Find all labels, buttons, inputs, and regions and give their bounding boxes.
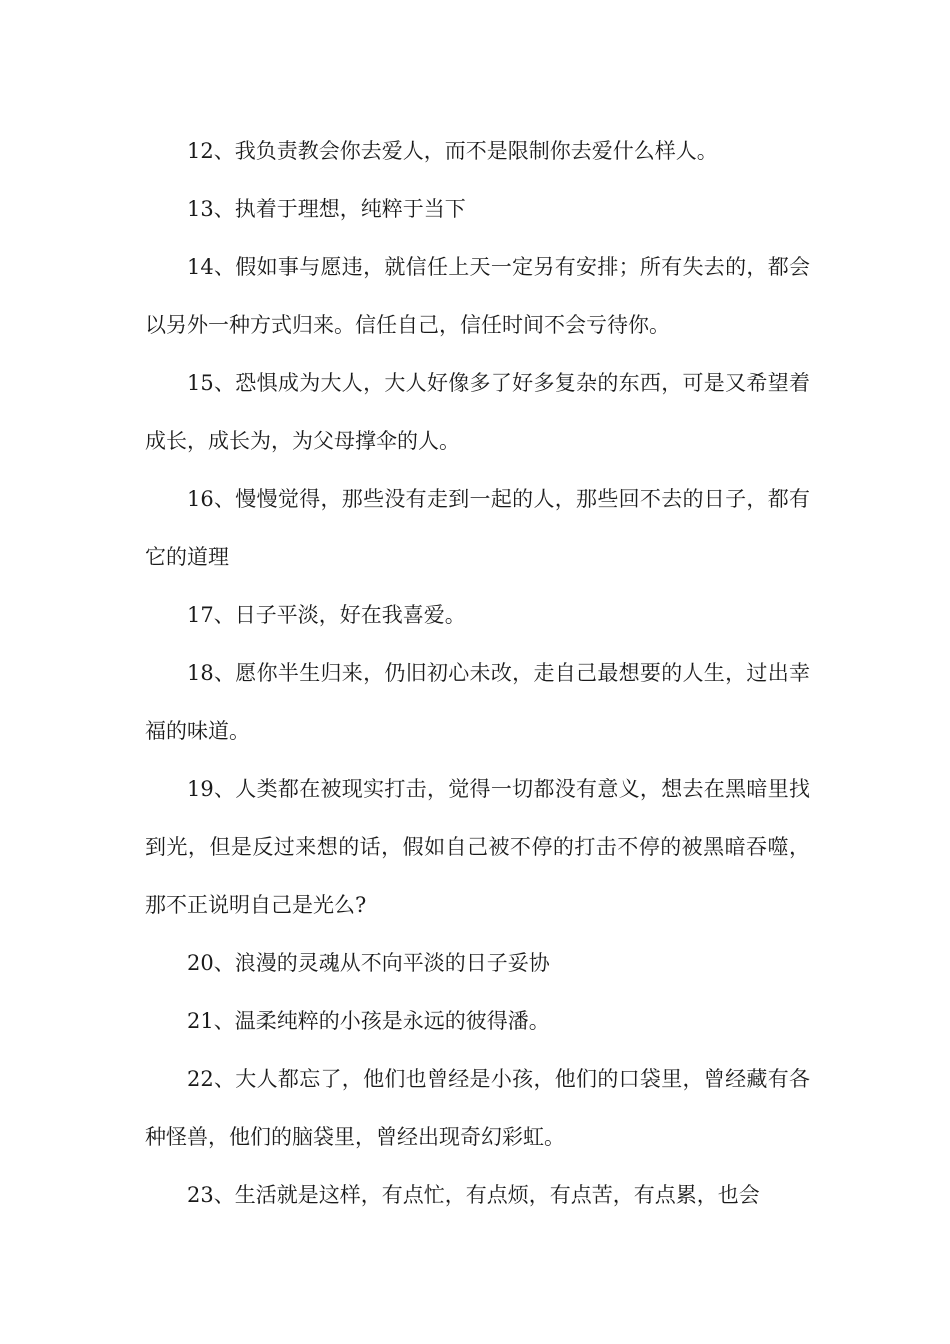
paragraph-18: 18、愿你半生归来，仍旧初心未改，走自己最想要的人生，过出幸福的味道。 xyxy=(145,661,810,743)
paragraph-13: 13、执着于理想，纯粹于当下 xyxy=(187,197,466,221)
paragraph-16: 16、慢慢觉得，那些没有走到一起的人，那些回不去的日子，都有它的道理 xyxy=(145,487,810,569)
paragraph-23: 23、生活就是这样，有点忙，有点烦，有点苦，有点累，也会 xyxy=(187,1183,760,1207)
paragraph-17: 17、日子平淡，好在我喜爱。 xyxy=(187,603,466,627)
paragraph-19: 19、人类都在被现实打击，觉得一切都没有意义，想去在黑暗里找到光，但是反过来想的话，假如自己被不停的打击不停的被黑暗吞噬，那不正说明自己是光么? xyxy=(145,777,810,917)
paragraph-14: 14、假如事与愿违，就信任上天一定另有安排；所有失去的，都会以另外一种方式归来。信任自己，信任时间不会亏待你。 xyxy=(145,255,810,337)
paragraph-12: 12、我负责教会你去爱人，而不是限制你去爱什么样人。 xyxy=(187,139,718,163)
paragraph-20: 20、浪漫的灵魂从不向平淡的日子妥协 xyxy=(187,951,550,975)
paragraph-21: 21、温柔纯粹的小孩是永远的彼得潘。 xyxy=(187,1009,550,1033)
paragraph-22: 22、大人都忘了，他们也曾经是小孩，他们的口袋里，曾经藏有各种怪兽，他们的脑袋里，曾经出现奇幻彩虹。 xyxy=(145,1067,810,1149)
document-body xyxy=(145,122,810,1224)
paragraph-15: 15、恐惧成为大人，大人好像多了好多复杂的东西，可是又希望着成长，成长为，为父母撑伞的人。 xyxy=(145,371,810,453)
